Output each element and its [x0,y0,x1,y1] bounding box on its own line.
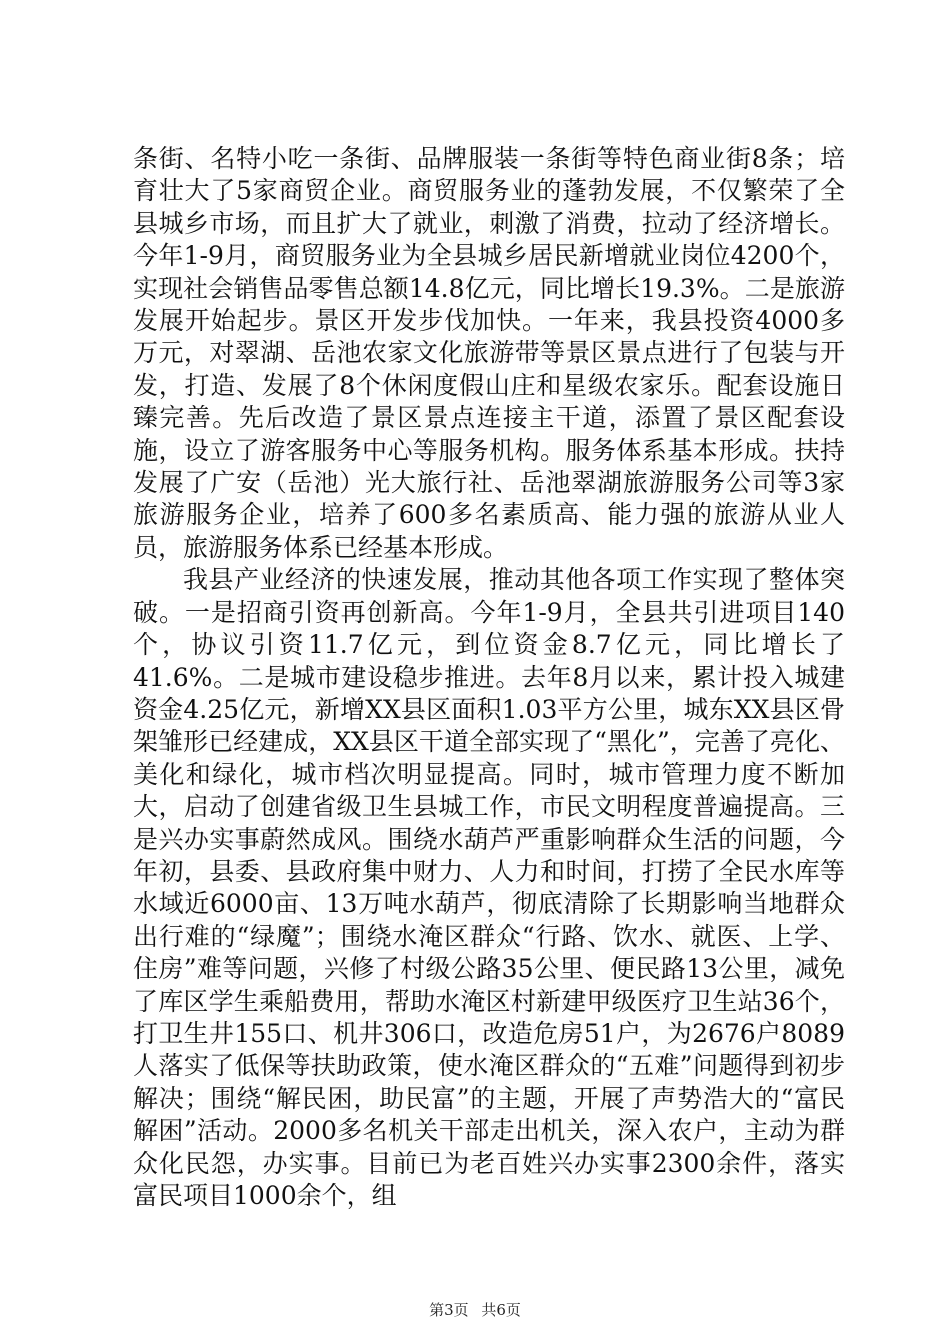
paragraph-commerce-tourism: 条街、名特小吃一条街、品牌服装一条街等特色商业街8条；培育壮大了5家商贸企业。商贸服务业的蓬勃发展，不仅繁荣了全县城乡市场，而且扩大了就业，刺激了消费，拉动了经济增长。今年1-9月，商贸服务业为全县城乡居民新增就业岗位4200个，实现社会销售品零售总额14.8亿元，同比增长19.3%。二是旅游发展开始起步。景区开发步伐加快。一年来，我县投资4000多万元，对翠湖、岳池农家文化旅游带等景区景点进行了包装与开发，打造、发展了8个休闲度假山庄和星级农家乐。配套设施日臻完善。先后改造了景区景点连接主干道，添置了景区配套设施，设立了游客服务中心等服务机构。服务体系基本形成。扶持发展了广安（岳池）光大旅行社、岳池翠湖旅游服务公司等3家旅游服务企业，培养了600多名素质高、能力强的旅游从业人员，旅游服务体系已经基本形成。 [133,144,845,562]
page-number: 第3页 [429,1301,469,1319]
page-total: 共6页 [481,1301,521,1319]
document-body [133,143,845,1212]
page-footer [0,1300,950,1320]
paragraph-industry-breakthrough: 我县产业经济的快速发展，推动其他各项工作实现了整体突破。一是招商引资再创新高。今年1-9月，全县共引进项目140个，协议引资11.7亿元，到位资金8.7亿元，同比增长了41.6%。二是城市建设稳步推进。去年8月以来，累计投入城建资金4.25亿元，新增XX县区面积1.03平方公里，城东XX县区骨架雏形已经建成，XX县区干道全部实现了“黑化”，完善了亮化、美化和绿化，城市档次明显提高。同时，城市管理力度不断加大，启动了创建省级卫生县城工作，市民文明程度普遍提高。三是兴办实事蔚然成风。围绕水葫芦严重影响群众生活的问题，今年初，县委、县政府集中财力、人力和时间，打捞了全民水库等水域近6000亩、13万吨水葫芦，彻底清除了长期影响当地群众出行难的“绿魔”；围绕水淹区群众“行路、饮水、就医、上学、住房”难等问题，兴修了村级公路35公里、便民路13公里，减免了库区学生乘船费用，帮助水淹区村新建甲级医疗卫生站36个，打卫生井155口、机井306口，改造危房51户，为2676户8089人落实了低保等扶助政策，使水淹区群众的“五难”问题得到初步解决；围绕“解民困，助民富”的主题，开展了声势浩大的“富民解困”活动。2000多名机关干部走出机关，深入农户，主动为群众化民怨，办实事。目前已为老百姓兴办实事2300余件，落实富民项目1000余个，组 [133,565,845,1210]
